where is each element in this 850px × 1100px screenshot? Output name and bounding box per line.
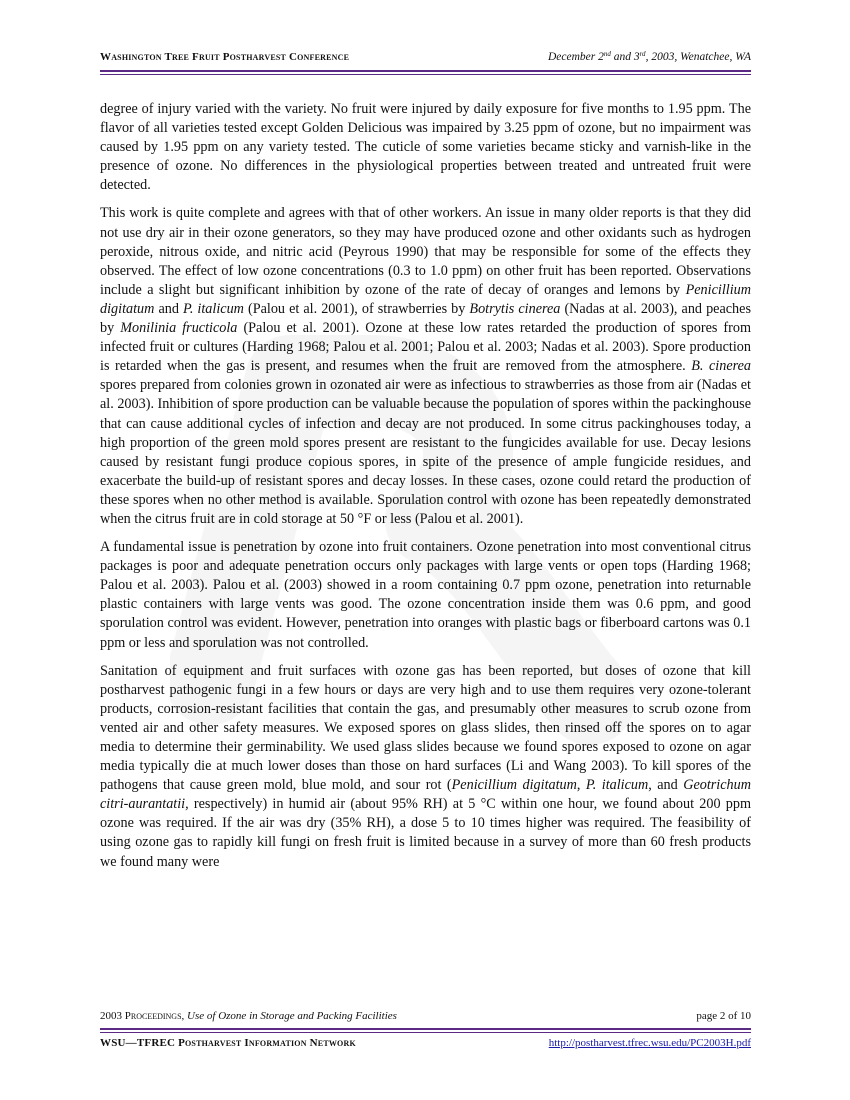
footer-proceedings-line [100, 1010, 751, 1024]
paragraph-text: (Palou et al. 2001). Ozone at these low rates retarded the production of spores from infected fruit or cultures (Harding 1968; Palou et al. 2001; Palou et al. 2003; Nadas et al. 2003). Spore production is retarded when the gas is present, and resumes when the fruit are removed from the atmosphere. [100, 320, 752, 375]
body-paragraph [100, 662, 751, 872]
species-name: P. italicum [585, 777, 649, 794]
paragraph-text: , respectively) in humid air (about 95% RH) at 5 °C within one hour, we found about 200 ppm ozone was required. If the air was dry (35% RH), a dose 5 to 10 times higher was required. The feasibility of using ozone gas to rapidly kill fungi on fresh fruit is limited because in a survey of more than 60 fresh products we found many were [100, 796, 751, 870]
page-header [100, 51, 751, 69]
footer-network-line [100, 1037, 751, 1051]
species-name: Botrytis cinerea [469, 300, 561, 317]
footer-rule-thick [100, 1028, 751, 1030]
paragraph-text: (Palou et al. 2001), of strawberries by [243, 300, 470, 317]
paragraph-text: spores prepared from colonies grown in ozonated air were as infectious to strawberries as those from air (Nadas et al. 2003). Inhibition of spore production can be valuable because the population of spores within the packinghouse that can cause additional cycles of infection and decay are not produced. In some citrus packinghouses today, a high proportion of the green mold spores present are resistant to the fungicides available for use. Decay lesions caused by resistant fungi produce copious spores, in spite of the presence of ample fungicide residues, and exacerbate the build-up of resistant spores and decay losses. In these cases, ozone could retard the production of these spores when no other method is available. Sporulation control with ozone has been repeatedly demonstrated when the citrus fruit are in cold storage at 50 °F or less (Palou et al. 2001). [100, 377, 751, 527]
paragraph-text: , and [648, 777, 684, 794]
species-name: P. italicum [182, 300, 244, 317]
paragraph-text: A fundamental issue is penetration by ozone into fruit containers. Ozone penetration into most conventional citrus packages is poor and adequate penetration occurs only packages with large vents or open tops (Harding 1968; Palou et al. 2003). Palou et al. (2003) showed in a room containing 0.7 ppm ozone, penetration into returnable plastic containers with large vents was good. The ozone concentration inside them was 0.6 ppm, and good sporulation control was evident. However, penetration into oranges with plastic bags or fiberboard cartons was 0.1 ppm or less and sporulation was not controlled. [100, 539, 751, 651]
paragraph-text: This work is quite complete and agrees with that of other workers. An issue in many older reports is that they did not use dry air in their ozone generators, so they may have produced ozone and other oxidants such as hydrogen peroxide, nitrous oxide, and nitric acid (Peyrous 1990) that may be responsible for some of the effects they observed. The effect of low ozone concentrations (0.3 to 1.0 ppm) on other fruit has been reported. Observations include a slight but significant inhibition by ozone of the rate of decay of oranges and lemons by [100, 205, 751, 298]
header-rule-thick [100, 70, 751, 72]
paragraph-text: (Nadas at al. 2003), and peaches by [100, 300, 751, 337]
page-number: page 2 of 10 [696, 1010, 751, 1022]
network-name: WSU—TFREC Postharvest Information Network [100, 1037, 356, 1049]
document-url-link[interactable]: http://postharvest.tfrec.wsu.edu/PC2003H.pdf [548, 1037, 751, 1049]
proceedings-citation: 2003 Proceedings, Use of Ozone in Storage and Packing Facilities [100, 1010, 397, 1022]
body-paragraph [100, 204, 751, 529]
body-paragraph [100, 538, 751, 653]
body-paragraph [100, 100, 751, 195]
conference-date: December 2nd and 3rd, 2003, Wenatchee, WA [547, 50, 751, 63]
species-name: Monilinia fructicola [120, 320, 238, 337]
species-name: Penicillium digitatum [451, 777, 577, 794]
paragraph-text: Sanitation of equipment and fruit surfaces with ozone gas has been reported, but doses of ozone that kill postharvest pathogenic fungi in a few hours or days are very high and to use them requires very ozone-tolerant products, corrosion-resistant facilities that contain the gas, and presumably other measures to scrub ozone from vented air and other safety measures. We exposed spores on glass slides, then rinsed off the spores on to agar media to determine their germinability. We used glass slides because we found spores exposed to ozone on agar media typically die at much lower doses than those on hard surfaces (Li and Wang 2003). To kill spores of the pathogens that cause green mold, blue mold, and sour rot ( [100, 662, 751, 794]
conference-title: Washington Tree Fruit Postharvest Conference [100, 51, 350, 63]
species-name: Geotrichum citri-aurantatii [100, 777, 751, 813]
header-rule-thin [100, 74, 751, 75]
species-name: Penicillium digitatum [100, 281, 751, 317]
paragraph-text: , [576, 777, 586, 794]
paragraph-text: and [154, 300, 183, 317]
footer-rule-thin [100, 1032, 751, 1033]
document-body [100, 100, 751, 881]
paragraph-text: degree of injury varied with the variety. No fruit were injured by daily exposure for five months to 1.95 ppm. The flavor of all varieties tested except Golden Delicious was impaired by 3.25 ppm of ozone, but no impairment was caused by 1.95 ppm on any variety tested. The cuticle of some varieties became sticky and varnish-like in the presence of ozone. No differences in the physiological properties between treated and untreated fruit were detected. [100, 101, 751, 194]
species-name: B. cinerea [691, 358, 751, 375]
